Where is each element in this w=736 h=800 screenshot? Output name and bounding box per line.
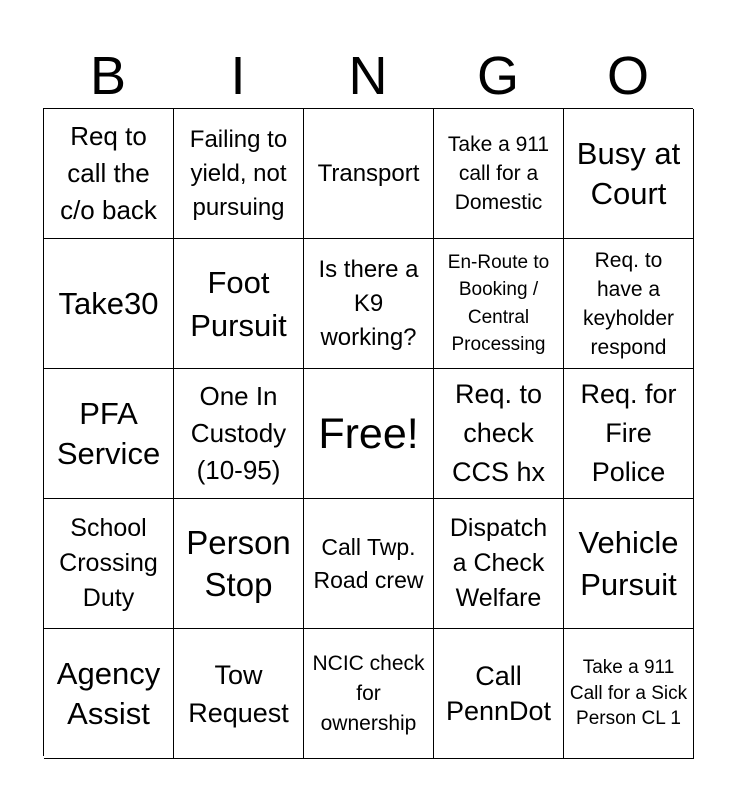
cell-label: NCIC check for ownership [312, 651, 425, 735]
cell-label: Dispatch a Check Welfare [449, 514, 548, 612]
cell-label: Foot Pursuit [190, 264, 287, 343]
bingo-cell-r4-c2[interactable] [174, 499, 304, 629]
cell-label: Person Stop [186, 523, 291, 603]
free-space-label: Free! [318, 409, 419, 458]
bingo-cell-r2-c1[interactable] [44, 239, 174, 369]
cell-label: Req. for Fire Police [580, 379, 677, 487]
header-letter-n: N [348, 46, 388, 106]
bingo-cell-r3-c5[interactable] [564, 369, 694, 499]
cell-label: Req. to check CCS hx [451, 379, 546, 487]
cell-label: En-Route to Booking / Central Processing [447, 251, 550, 355]
header-letter-i: I [230, 46, 246, 106]
bingo-cell-r1-c4[interactable] [434, 109, 564, 239]
bingo-cell-r2-c5[interactable] [564, 239, 694, 369]
bingo-cell-r5-c3[interactable] [304, 629, 434, 759]
cell-label: Vehicle Pursuit [578, 524, 679, 602]
header-letter-g: G [476, 46, 519, 106]
bingo-cell-r5-c1[interactable] [44, 629, 174, 759]
bingo-cell-r5-c5[interactable] [564, 629, 694, 759]
bingo-cell-r1-c5[interactable] [564, 109, 694, 239]
bingo-cell-r3-c3[interactable] [304, 369, 434, 499]
bingo-cell-r4-c5[interactable] [564, 499, 694, 629]
header-letter-o: O [606, 46, 649, 106]
bingo-board [43, 108, 693, 756]
cell-label: Agency Assist [56, 655, 161, 731]
cell-label: PFA Service [56, 395, 161, 471]
cell-label: Tow Request [188, 659, 289, 728]
cell-label: Failing to yield, not pursuing [189, 125, 288, 221]
header-letter-b: B [89, 46, 127, 106]
bingo-cell-r3-c1[interactable] [44, 369, 174, 499]
bingo-header [43, 44, 693, 108]
bingo-cell-r2-c3[interactable] [304, 239, 434, 369]
cell-label: Req. to have a keyholder respond [582, 248, 675, 359]
bingo-cell-r2-c2[interactable] [174, 239, 304, 369]
bingo-cell-r1-c1[interactable] [44, 109, 174, 239]
cell-label: Transport [317, 159, 420, 187]
cell-label: Busy at Court [576, 135, 681, 211]
cell-label: One In Custody (10-95) [190, 381, 287, 485]
cell-label: Take a 911 Call for a Sick Person CL 1 [569, 657, 688, 730]
bingo-cell-r2-c4[interactable] [434, 239, 564, 369]
bingo-cell-r1-c3[interactable] [304, 109, 434, 239]
bingo-cell-r1-c2[interactable] [174, 109, 304, 239]
cell-label: School Crossing Duty [59, 514, 158, 612]
bingo-cell-r4-c4[interactable] [434, 499, 564, 629]
bingo-cell-r4-c1[interactable] [44, 499, 174, 629]
cell-label: Call Twp. Road crew [313, 533, 424, 593]
cell-label: Take30 [58, 285, 159, 321]
cell-label: Req to call the c/o back [60, 121, 157, 225]
cell-label: Take a 911 call for a Domestic [447, 133, 550, 214]
cell-label: Call PennDot [445, 660, 552, 726]
bingo-cell-r5-c4[interactable] [434, 629, 564, 759]
bingo-cell-r3-c4[interactable] [434, 369, 564, 499]
bingo-cell-r5-c2[interactable] [174, 629, 304, 759]
cell-label: Is there a K9 working? [318, 255, 419, 351]
bingo-cell-r4-c3[interactable] [304, 499, 434, 629]
bingo-cell-r3-c2[interactable] [174, 369, 304, 499]
